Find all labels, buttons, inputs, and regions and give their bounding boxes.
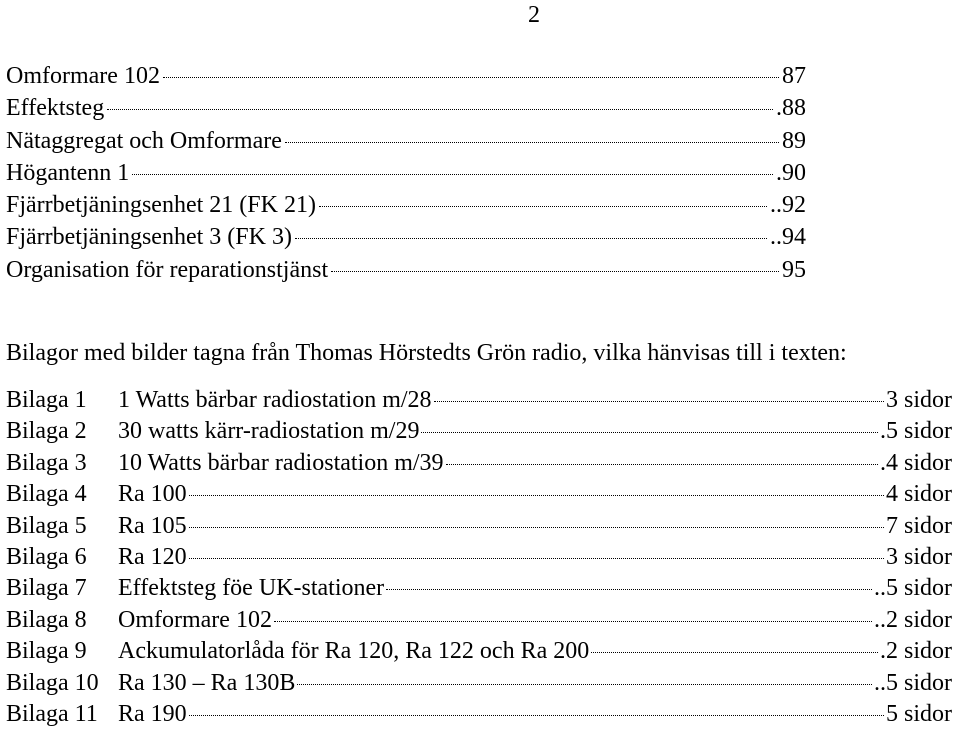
dot-leader <box>132 174 773 175</box>
bilaga-label: Bilaga 1 <box>6 387 87 413</box>
bilaga-description: 1 Watts bärbar radiostation m/28 <box>118 387 432 413</box>
bilaga-description: Ra 130 – Ra 130B <box>118 669 296 696</box>
bilaga-row <box>6 542 952 573</box>
bilagor-list <box>6 385 952 730</box>
table-of-contents <box>6 60 806 286</box>
toc-entry <box>6 92 806 124</box>
toc-entry-title: Högantenn 1 <box>6 159 130 186</box>
dot-leader <box>331 271 779 272</box>
bilaga-label: Bilaga 8 <box>6 606 87 633</box>
bilaga-label: Bilaga 3 <box>6 449 87 476</box>
toc-entry-title: Effektsteg <box>6 95 105 122</box>
bilaga-row <box>6 448 952 479</box>
dot-leader <box>189 558 884 559</box>
toc-entry-title: Fjärrbetjäningsenhet 21 (FK 21) <box>6 192 316 219</box>
bilaga-pages: 5 sidor <box>886 700 952 727</box>
bilaga-pages: ..2 sidor <box>874 606 952 633</box>
toc-entry-title: Fjärrbetjäningsenhet 3 (FK 3) <box>6 224 292 251</box>
bilaga-row <box>6 573 952 604</box>
toc-entry-page: 89 <box>782 127 806 154</box>
bilaga-pages: 4 sidor <box>886 481 952 508</box>
bilaga-label: Bilaga 2 <box>6 418 87 445</box>
dot-leader <box>274 621 872 622</box>
bilaga-row <box>6 699 952 730</box>
dot-leader <box>297 684 872 685</box>
dot-leader <box>189 527 884 528</box>
dot-leader <box>189 495 884 496</box>
toc-entry <box>6 254 806 286</box>
bilaga-label: Bilaga 11 <box>6 700 98 727</box>
toc-entry-title: Nätaggregat och Omformare <box>6 127 282 154</box>
bilaga-label: Bilaga 5 <box>6 512 87 539</box>
bilaga-row <box>6 385 952 416</box>
toc-entry-page: ..92 <box>770 192 806 219</box>
bilaga-label: Bilaga 6 <box>6 543 87 570</box>
toc-entry <box>6 221 806 253</box>
bilaga-description: Omformare 102 <box>118 606 272 633</box>
dot-leader <box>421 432 878 433</box>
bilaga-row <box>6 511 952 542</box>
toc-entry-page: .88 <box>776 95 806 122</box>
bilaga-pages: .2 sidor <box>880 638 952 665</box>
bilaga-pages: ..5 sidor <box>874 669 952 696</box>
toc-entry-page: 95 <box>782 256 806 283</box>
bilaga-row <box>6 605 952 636</box>
bilaga-pages: .4 sidor <box>880 449 952 476</box>
toc-entry-page: ..94 <box>770 224 806 251</box>
bilaga-label: Bilaga 4 <box>6 481 87 508</box>
bilaga-row <box>6 668 952 699</box>
toc-entry-page: .90 <box>776 159 806 186</box>
bilaga-row <box>6 416 952 447</box>
bilaga-description: Effektsteg föe UK-stationer <box>118 575 385 602</box>
dot-leader <box>107 109 773 110</box>
toc-entry <box>6 157 806 189</box>
dot-leader <box>319 206 767 207</box>
dot-leader <box>285 142 779 143</box>
bilaga-label: Bilaga 9 <box>6 638 87 665</box>
toc-entry-page: 87 <box>782 63 806 89</box>
bilaga-pages: 7 sidor <box>886 512 952 539</box>
bilaga-pages: 3 sidor <box>886 387 952 413</box>
dot-leader <box>295 238 767 239</box>
dot-leader <box>386 589 872 590</box>
bilaga-description: 30 watts kärr-radiostation m/29 <box>118 418 420 445</box>
dot-leader <box>189 715 884 716</box>
bilaga-pages: ..5 sidor <box>874 575 952 602</box>
bilaga-row <box>6 479 952 510</box>
bilaga-label: Bilaga 10 <box>6 669 99 696</box>
bilaga-description: 10 Watts bärbar radiostation m/39 <box>118 449 444 476</box>
dot-leader <box>591 652 878 653</box>
dot-leader <box>163 77 779 78</box>
toc-entry <box>6 125 806 157</box>
toc-entry <box>6 189 806 221</box>
bilaga-pages: .5 sidor <box>880 418 952 445</box>
bilaga-label: Bilaga 7 <box>6 575 87 602</box>
bilagor-intro: Bilagor med bilder tagna från Thomas Hörstedts Grön radio, vilka hänvisas till i texten: <box>6 340 847 366</box>
toc-entry-title: Omformare 102 <box>6 63 160 89</box>
dot-leader <box>446 464 878 465</box>
bilaga-description: Ra 120 <box>118 543 187 570</box>
bilaga-description: Ra 100 <box>118 481 187 508</box>
page-number: 2 <box>528 2 540 28</box>
toc-entry <box>6 60 806 92</box>
dot-leader <box>434 401 884 402</box>
bilaga-description: Ra 190 <box>118 700 187 727</box>
toc-entry-title: Organisation för reparationstjänst <box>6 256 329 283</box>
bilaga-row <box>6 636 952 667</box>
bilaga-description: Ra 105 <box>118 512 187 539</box>
bilaga-description: Ackumulatorlåda för Ra 120, Ra 122 och Ra 200 <box>118 638 590 665</box>
bilaga-pages: 3 sidor <box>886 543 952 570</box>
